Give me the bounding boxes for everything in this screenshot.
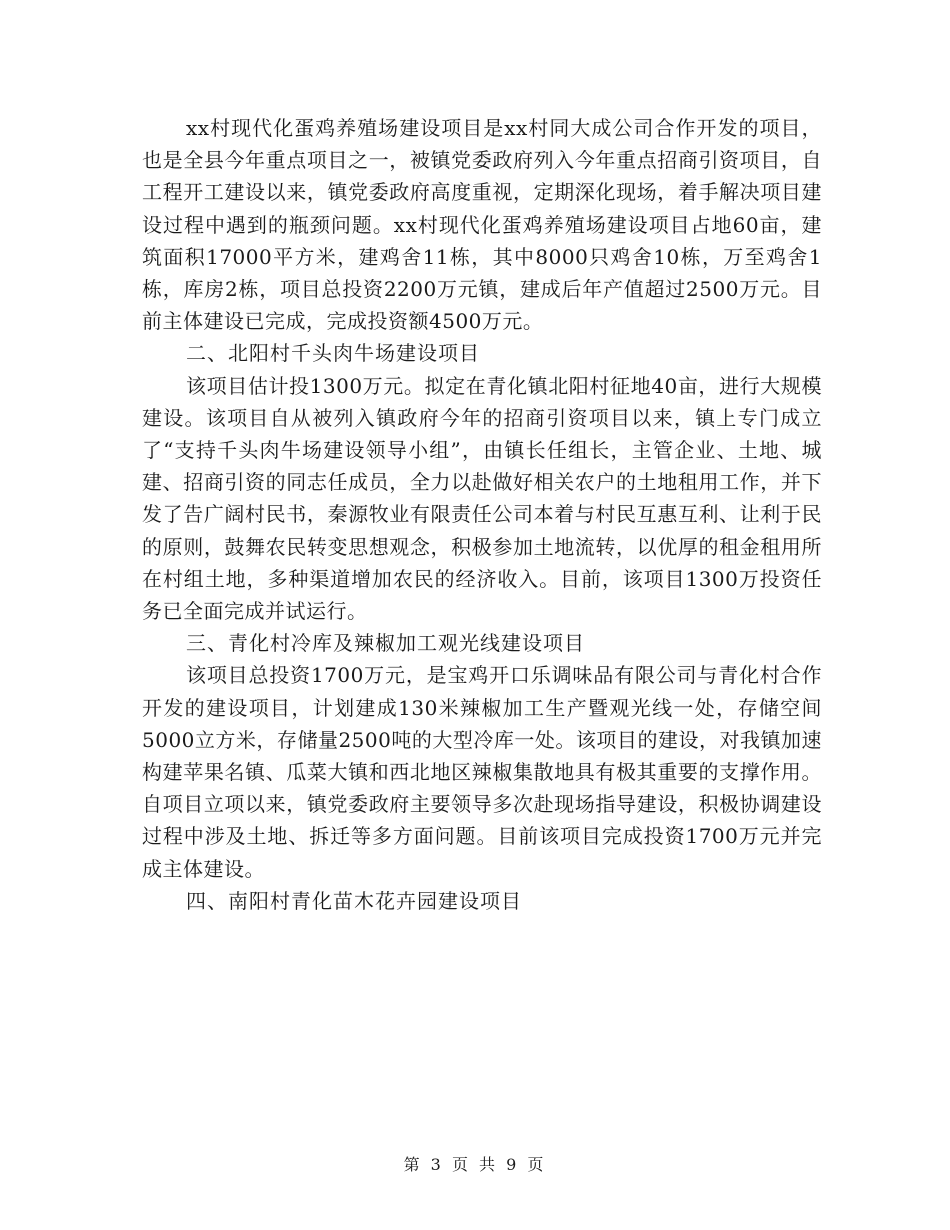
document-body	[142, 112, 822, 917]
page-number-footer: 第 3 页 共 9 页	[403, 1155, 547, 1174]
section-heading-cold-storage: 三、青化村冷库及辣椒加工观光线建设项目	[186, 631, 585, 656]
paragraph-beef-farm: 该项目估计投1300万元。拟定在青化镇北阳村征地40亩，进行大规模建设。该项目自从被列入镇政府今年的招商引资项目以来，镇上专门成立了“支持千头肉牛场建设领导小组”，由镇长任组长，主管企业、土地、城建、招商引资的同志任成员，全力以赴做好相关农户的土地租用工作，并下发了告广阔村民书，秦源牧业有限责任公司本着与村民互惠互利、让利于民的原则，鼓舞农民转变思想观念，积极参加土地流转，以优厚的租金租用所在村组土地，多种渠道增加农民的经济收入。目前，该项目1300万投资任务已全面完成并试运行。	[142, 373, 822, 624]
paragraph-egg-farm: xx村现代化蛋鸡养殖场建设项目是xx村同大成公司合作开发的项目，也是全县今年重点项目之一，被镇党委政府列入今年重点招商引资项目，自工程开工建设以来，镇党委政府高度重视，定期深化现场，着手解决项目建设过程中遇到的瓶颈问题。xx村现代化蛋鸡养殖场建设项目占地60亩，建筑面积17000平方米，建鸡舍11栋，其中8000只鸡舍10栋，万至鸡舍1栋，库房2栋，项目总投资2200万元镇，建成后年产值超过2500万元。目前主体建设已完成，完成投资额4500万元。	[142, 116, 822, 334]
section-heading-beef-farm: 二、北阳村千头肉牛场建设项目	[186, 341, 480, 366]
paragraph-cold-storage: 该项目总投资1700万元，是宝鸡开口乐调味品有限公司与青化村合作开发的建设项目，计划建成130米辣椒加工生产暨观光线一处，存储空间5000立方米，存储量2500吨的大型冷库一处。该项目的建设，对我镇加速构建苹果名镇、瓜菜大镇和西北地区辣椒集散地具有极其重要的支撑作用。自项目立项以来，镇党委政府主要领导多次赴现场指导建设，积极协调建设过程中涉及土地、拆迁等多方面问题。目前该项目完成投资1700万元并完成主体建设。	[142, 663, 822, 881]
section-heading-nursery: 四、南阳村青化苗木花卉园建设项目	[186, 888, 522, 913]
